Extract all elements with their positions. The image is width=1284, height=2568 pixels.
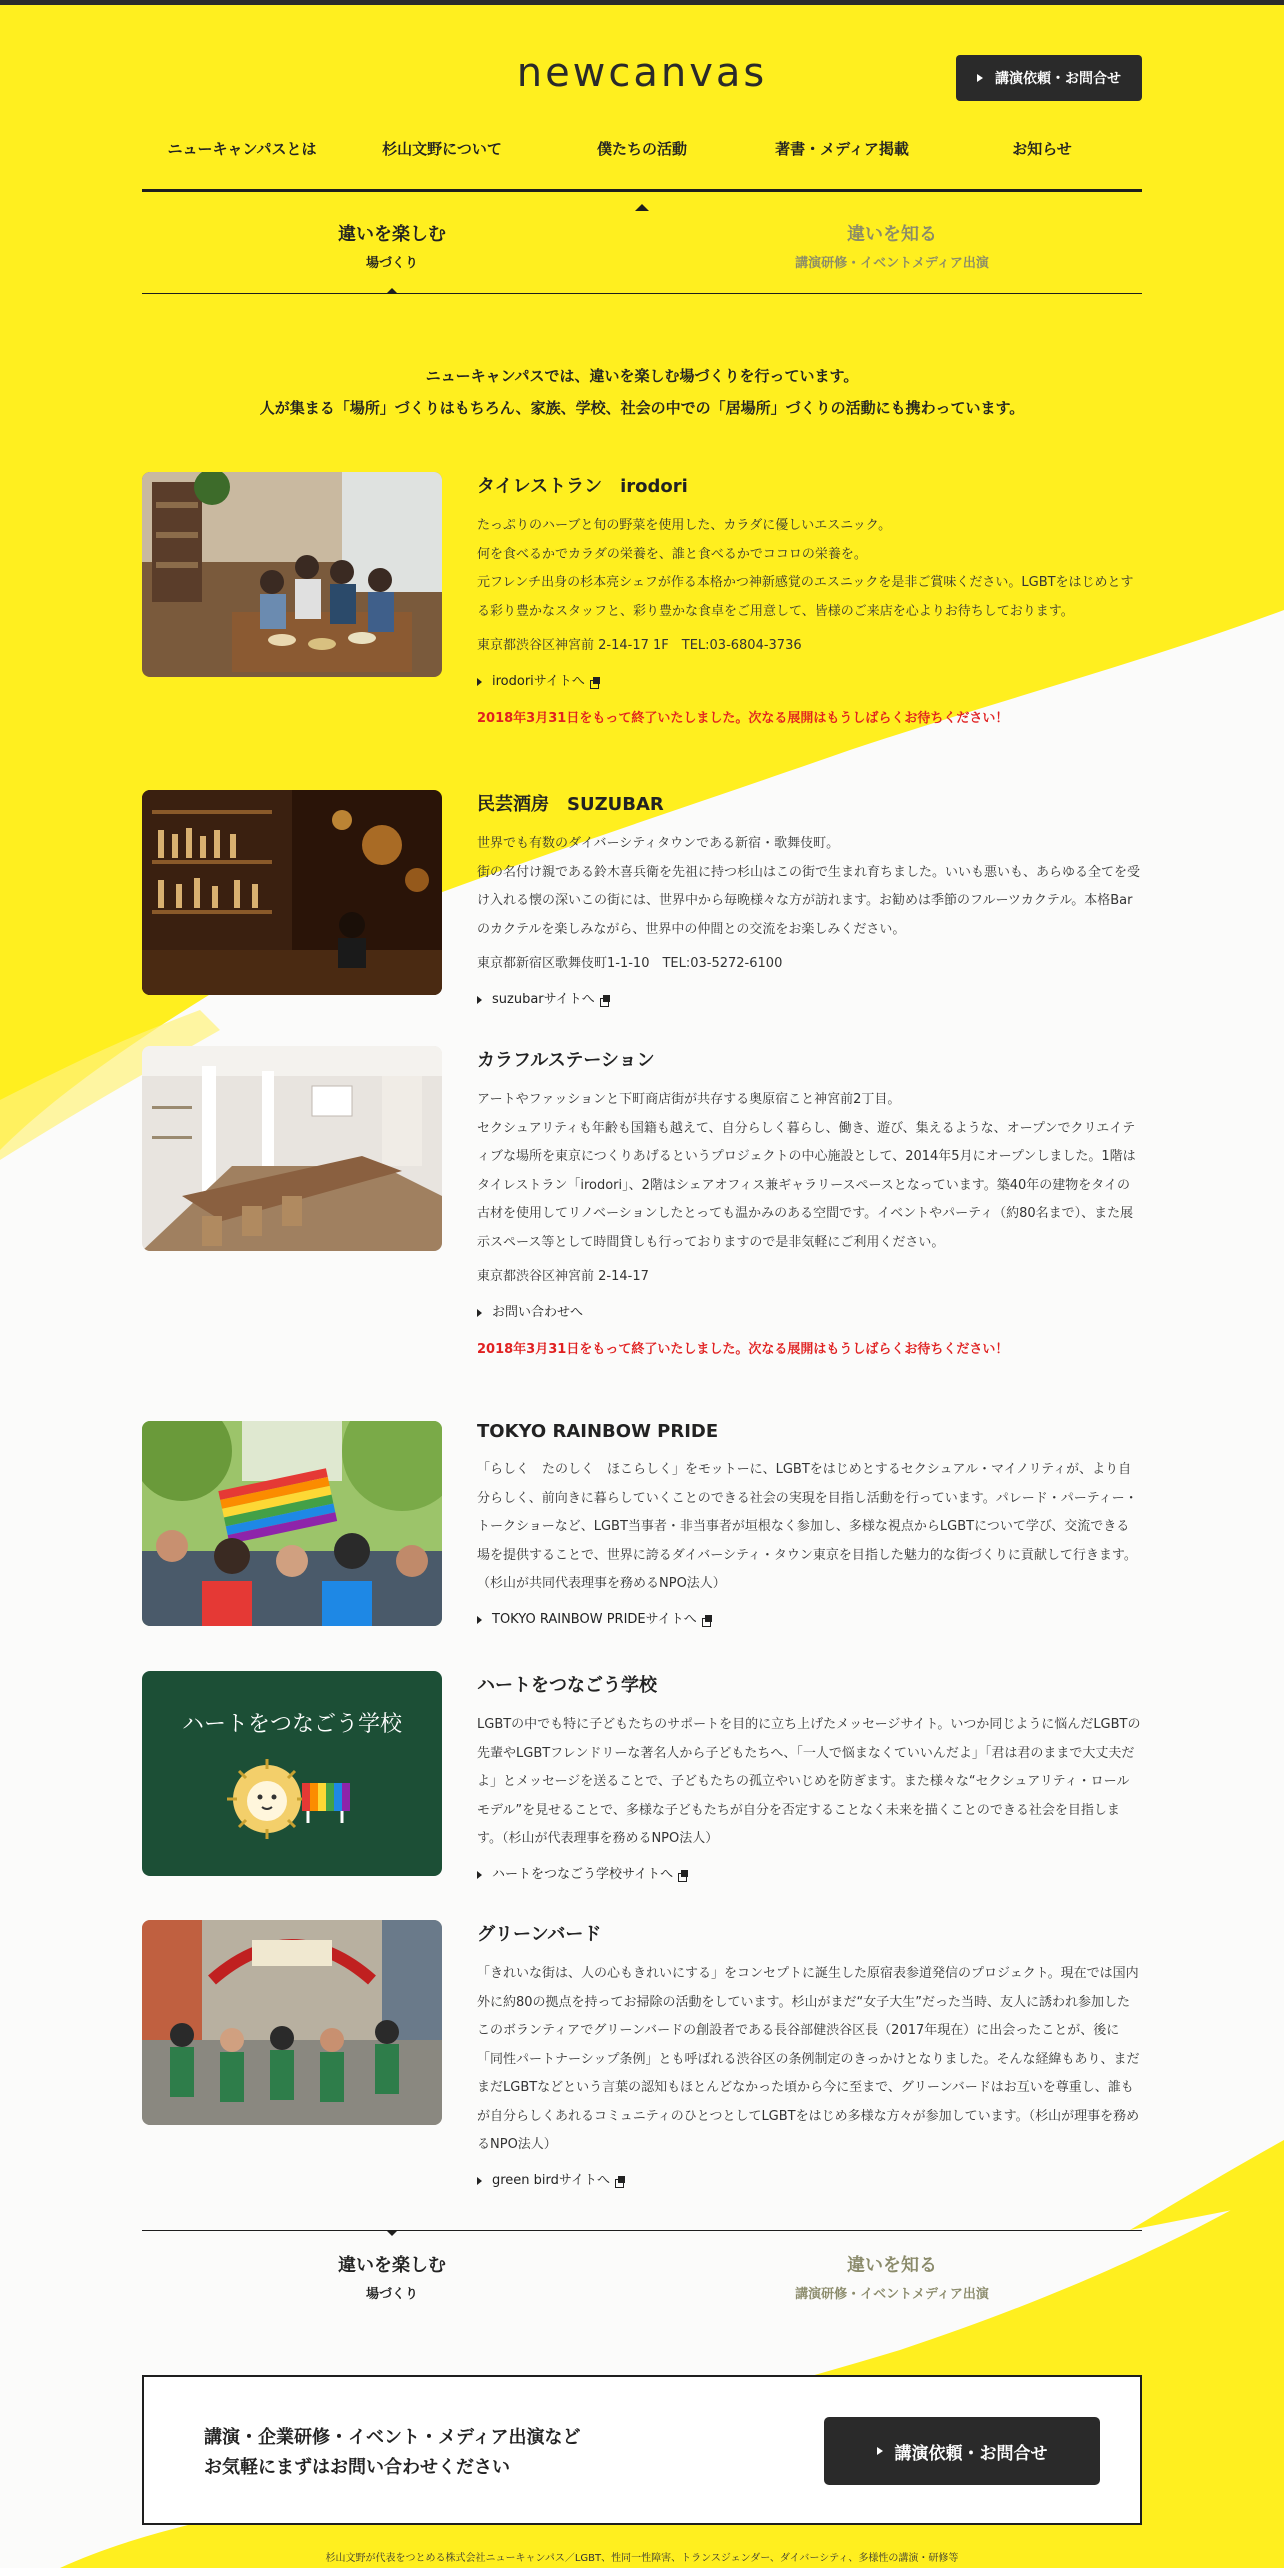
activity-title: 民芸酒房 SUZUBAR xyxy=(477,794,664,815)
rainbow-pride-photo xyxy=(142,1421,442,1626)
contact-link[interactable] xyxy=(477,1302,1142,1324)
activity-description: たっぷりのハーブと旬の野菜を使用した、カラダに優しいエスニック。 何を食べるかでカラダの栄養を、誰と食べるかでココロの栄養を。 元フレンチ出身の杉本亮シェフが作る本格かつ神新感覚のエスニックを是非ご賞味ください。LGBTをはじめとする彩り豊かなスタッフと、彩り豊かな食卓をご用意して、皆様のご来店を心よりお待ちしております。 xyxy=(477,518,1134,619)
nav-item-about[interactable]: ニューキャンパスとは xyxy=(167,140,317,158)
heart-school-site-link[interactable] xyxy=(477,1864,1142,1886)
activity-address: 東京都渋谷区神宮前 2-14-17 1F TEL:03-6804-3736 xyxy=(477,638,802,653)
tab-title: 違いを楽しむ xyxy=(338,224,446,245)
activity-title: ハートをつなごう学校 xyxy=(477,1675,657,1696)
closed-notice: 2018年3月31日をもって終了いたしました。次なる展開はもうしばらくお待ちください！ xyxy=(477,710,1009,726)
activity-suzubar xyxy=(142,790,1142,1011)
contact-line: 講演・企業研修・イベント・メディア出演など xyxy=(204,2427,581,2448)
contact-button-label: 講演依頼・お問合せ xyxy=(894,2443,1048,2464)
tab-lectures[interactable] xyxy=(642,2231,1142,2310)
heart-school-logo-image xyxy=(142,1671,442,1876)
active-tab-marker xyxy=(386,288,398,294)
rainbow-pride-site-link[interactable] xyxy=(477,1609,1142,1631)
external-link-icon xyxy=(678,1870,688,1880)
contact-cta-label: 講演依頼・お問合せ xyxy=(995,71,1121,87)
arrow-right-icon xyxy=(877,2447,883,2455)
activity-description: 「きれいな街は、人の心もきれいにする」をコンセプトに誕生した原宿表参道発信のプロジェクト。現在では国内外に約80の拠点を持ってお掃除の活動をしています。杉山がまだ“女子大生”だった当時、友人に誘われ参加したこのボランティアでグリーンバードの創設者である長谷部健渋谷区長（2017年現在）に出会ったことが、後に「同性パートナーシップ条例」とも呼ばれる渋谷区の条例制定のきっかけとなりました。そんな経緯もあり、まだまだLGBTなどという言葉の認知もほとんどなかった頃から今に至まで、グリーンバードはお互いを尊重し、誰もが自分らしくあれるコミュニティのひとつとしてLGBTをはじめ多様な方々が参加しています。（杉山が理事を務めるNPO法人） xyxy=(477,1966,1140,2152)
activity-description: アートやファッションと下町商店街が共存する奥原宿こと神宮前2丁目。 セクシュアリティも年齢も国籍も越えて、自分らしく暮らし、働き、遊び、集えるような、オープンでクリエイティブな場所を東京につくりあげるというプロジェクトの中心施設として、2014年5月にオープンしました。1階はタイレストラン「irodori」、2階はシェアオフィス兼ギャラリースペースとなっています。築40年の建物をタイの古材を使用してリノベーションしたとっても温かみのある空間です。イベントやパーティ（約80名まで）、また展示スペース等として時間貸しも行っておりますので是非気軽にご利用ください。 xyxy=(477,1092,1136,1250)
tab-subtitle: 講演研修・イベントメディア出演 xyxy=(795,256,989,271)
green-bird-site-link[interactable] xyxy=(477,2170,1142,2192)
activity-irodori xyxy=(142,472,1142,726)
footer-text: 杉山文野が代表をつとめる株式会社ニューキャンパス／LGBT、性同一性障害、トランスジェンダー、ダイバーシティ、多様性の講演・研修等 xyxy=(325,2553,959,2564)
activity-description: LGBTの中でも特に子どもたちのサポートを目的に立ち上げたメッセージサイト。いつか同じように悩んだLGBTの先輩やLGBTフレンドリーな著名人から子どもたちへ、「一人で悩まなくていいんだよ」「君は君のままで大丈夫だよ」とメッセージを送ることで、子どもたちの孤立やいじめを防ぎます。また様々な“セクシュアリティ・ロールモデル”を見せることで、多様な子どもたちが自分を否定することなく未来を描くことのできる社会を目指します。（杉山が代表理事を務めるNPO法人） xyxy=(477,1717,1141,1846)
activity-heart-school xyxy=(142,1671,1142,1886)
contact-message xyxy=(204,2423,581,2483)
tab-place-making[interactable] xyxy=(142,214,642,293)
site-logo[interactable]: newcanvas xyxy=(516,50,768,96)
activity-address: 東京都新宿区歌舞伎町1-1-10 TEL:03-5272-6100 xyxy=(477,956,783,971)
arrow-right-icon xyxy=(477,678,482,686)
link-label: お問い合わせへ xyxy=(492,1304,584,1320)
contact-button[interactable] xyxy=(824,2417,1100,2485)
link-label: ハートをつなごう学校サイトへ xyxy=(492,1866,674,1882)
sub-tabs-bottom xyxy=(142,2230,1142,2310)
activity-green-bird xyxy=(142,1920,1142,2192)
tab-place-making[interactable] xyxy=(142,2231,642,2310)
link-label: suzubarサイトへ xyxy=(492,991,595,1007)
intro-text xyxy=(142,360,1142,424)
external-link-icon xyxy=(702,1615,712,1625)
external-link-icon xyxy=(590,677,600,687)
arrow-right-icon xyxy=(477,1616,482,1624)
tab-lectures[interactable] xyxy=(642,214,1142,293)
colorful-station-photo xyxy=(142,1046,442,1251)
active-tab-marker xyxy=(386,2230,398,2236)
nav-item-news[interactable]: お知らせ xyxy=(1012,140,1072,158)
tab-subtitle: 場づくり xyxy=(365,2287,418,2302)
external-link-icon xyxy=(615,2176,625,2186)
irodori-site-link[interactable] xyxy=(477,671,1142,693)
arrow-right-icon xyxy=(477,996,482,1004)
sub-tabs-top xyxy=(142,214,1142,294)
intro-line: ニューキャンパスでは、違いを楽しむ場づくりを行っています。 xyxy=(425,367,859,385)
activity-title: カラフルステーション xyxy=(477,1050,655,1071)
contact-section xyxy=(142,2375,1142,2525)
top-bar xyxy=(0,0,1284,5)
link-label: green birdサイトへ xyxy=(492,2172,611,2188)
arrow-right-icon xyxy=(477,2177,482,2185)
activity-title: TOKYO RAINBOW PRIDE xyxy=(477,1421,719,1442)
activity-description: 世界でも有数のダイバーシティタウンである新宿・歌舞伎町。 街の名付け親である鈴木喜兵衛を先祖に持つ杉山はこの街で生まれ育ちました。いいも悪いも、あらゆる全てを受け入れる懐の深いこの街には、世界中から毎晩様々な方が訪れます。お勧めは季節のフルーツカクテル。本格Barのカクテルを楽しみながら、世界中の仲間との交流をお楽しみください。 xyxy=(477,836,1141,937)
nav-item-media[interactable]: 著書・メディア掲載 xyxy=(775,140,909,158)
contact-line: お気軽にまずはお問い合わせください xyxy=(204,2457,510,2478)
intro-line: 人が集まる「場所」づくりはもちろん、家族、学校、社会の中での「居場所」づくりの活動にも携わっています。 xyxy=(259,399,1025,417)
main-nav xyxy=(142,128,1142,192)
tab-title: 違いを知る xyxy=(847,2255,937,2276)
activity-title: グリーンバード xyxy=(477,1924,602,1945)
external-link-icon xyxy=(600,995,610,1005)
activity-tokyo-rainbow-pride xyxy=(142,1421,1142,1631)
closed-notice: 2018年3月31日をもって終了いたしました。次なる展開はもうしばらくお待ちください！ xyxy=(477,1341,1009,1357)
activity-title: タイレストラン irodori xyxy=(477,476,688,497)
activity-colorful-station xyxy=(142,1046,1142,1357)
suzubar-photo xyxy=(142,790,442,995)
link-label: TOKYO RAINBOW PRIDEサイトへ xyxy=(492,1611,697,1627)
tab-subtitle: 場づくり xyxy=(365,256,418,271)
tab-title: 違いを知る xyxy=(847,224,937,245)
arrow-right-icon xyxy=(977,74,983,82)
suzubar-site-link[interactable] xyxy=(477,989,1142,1011)
activity-address: 東京都渋谷区神宮前 2-14-17 xyxy=(477,1269,649,1284)
tab-subtitle: 講演研修・イベントメディア出演 xyxy=(795,2287,989,2302)
arrow-right-icon xyxy=(477,1309,482,1317)
nav-item-activities[interactable]: 僕たちの活動 xyxy=(542,128,742,189)
nav-item-profile[interactable]: 杉山文野について xyxy=(382,140,502,158)
link-label: irodoriサイトへ xyxy=(492,673,585,689)
irodori-photo xyxy=(142,472,442,677)
heart-school-logo-text: ハートをつなごう学校 xyxy=(181,1712,402,1737)
arrow-right-icon xyxy=(477,1871,482,1879)
contact-cta-button[interactable] xyxy=(956,55,1142,101)
tab-title: 違いを楽しむ xyxy=(338,2255,446,2276)
green-bird-photo xyxy=(142,1920,442,2125)
activity-description: 「らしく たのしく ほこらしく」をモットーに、LGBTをはじめとするセクシュアル・マイノリティが、より自分らしく、前向きに暮らしていくことのできる社会の実現を目指し活動を行っています。パレード・パーティー・トークショーなど、LGBT当事者・非当事者が垣根なく参加し、多様な視点からLGBTについて学び、交流できる場を提供することで、世界に誇るダイバーシティ・タウン東京を目指した魅力的な街づくりに貢献して行きます。（杉山が共同代表理事を務めるNPO法人） xyxy=(477,1462,1138,1591)
